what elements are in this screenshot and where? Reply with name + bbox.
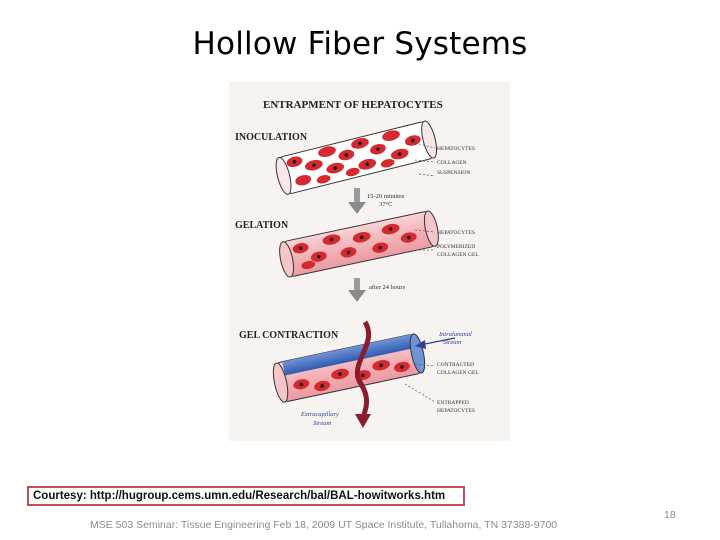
contraction-tube [271,333,428,404]
slide-title: Hollow Fiber Systems [192,26,528,62]
label-intraluminal: Intraluminal [439,331,472,338]
label-contracted: CONTRACTED [437,362,474,368]
courtesy-citation: Courtesy: http://hugroup.cems.umn.edu/Research/bal/BAL-howitworks.htm [27,486,465,506]
step-time-2: after 24 hours [369,284,406,291]
label-extracapillary-stream: Stream [313,420,332,427]
page-number: 18 [664,509,676,521]
label-collagen-gel: COLLAGEN GEL [437,252,479,258]
stage-label-gelation: GELATION [235,220,289,231]
label-collagen-1: COLLAGEN [437,160,467,166]
process-arrow-2 [348,278,366,302]
label-entrapped-hepatocytes: HEPATOCYTES [437,408,475,414]
step-time-1: 15-20 minutes [367,193,405,200]
label-intraluminal-stream: Stream [443,339,462,346]
stage-label-inoculation: INOCULATION [235,132,308,143]
label-contracted-gel: COLLAGEN GEL [437,370,479,376]
stage-label-gel-contraction: GEL CONTRACTION [239,330,339,341]
label-suspension: SUSPENSION [437,170,471,176]
label-hepatocytes-1: HEPATOCYTES [437,146,475,152]
step-temp-1: 37°C [379,201,393,208]
process-arrow-1 [348,188,366,214]
slide-footer: MSE 503 Seminar: Tissue Engineering Feb 18, 2009 UT Space Institute, Tullahoma, TN 37388-9700 [90,519,558,531]
label-entrapped: ENTRAPPED [437,400,469,406]
figure-title: ENTRAPMENT OF HEPATOCYTES [263,99,443,111]
label-extracapillary: Extracapillary [301,411,339,418]
gelation-tube [277,210,441,278]
label-polymerized: POLYMERIZED [437,244,476,250]
hepatocyte-entrapment-figure [229,82,510,441]
label-hepatocytes-2: HEPATOCYTES [437,230,475,236]
